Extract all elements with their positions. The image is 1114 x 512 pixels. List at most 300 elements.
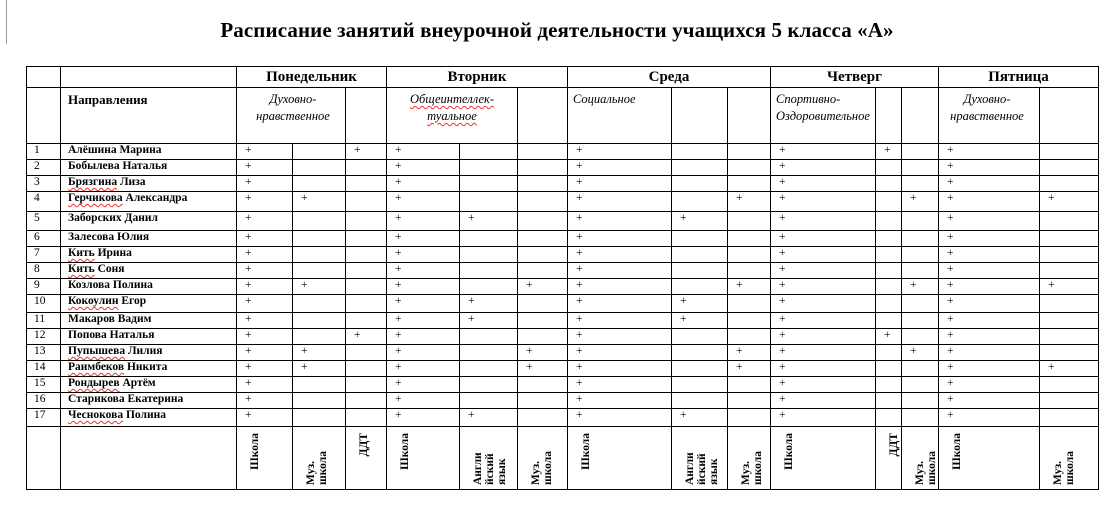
schedule-table <box>26 66 1099 490</box>
attendance-mark: + <box>771 247 876 263</box>
student-row <box>27 212 1099 231</box>
venue-label: Школа <box>580 433 592 470</box>
direction-friday: Духовно-нравственное <box>939 88 1040 144</box>
student-name: Чеснокова Полина <box>61 409 237 427</box>
attendance-mark: + <box>237 361 293 377</box>
attendance-mark: + <box>1040 279 1099 295</box>
student-row <box>27 409 1099 427</box>
attendance-mark <box>460 345 518 361</box>
attendance-mark <box>518 144 568 160</box>
venue-cell <box>728 427 771 490</box>
attendance-mark: + <box>939 393 1040 409</box>
attendance-mark: + <box>728 345 771 361</box>
attendance-mark: + <box>346 329 387 345</box>
attendance-mark <box>902 313 939 329</box>
attendance-mark <box>460 231 518 247</box>
attendance-mark <box>460 192 518 212</box>
student-number: 3 <box>27 176 61 192</box>
venue-cell <box>1040 427 1099 490</box>
direction-spacer <box>902 88 939 144</box>
attendance-mark: + <box>460 313 518 329</box>
attendance-mark: + <box>939 160 1040 176</box>
attendance-mark <box>1040 295 1099 313</box>
attendance-mark: + <box>568 176 672 192</box>
direction-spacer <box>672 88 728 144</box>
student-name: Старикова Екатерина <box>61 393 237 409</box>
attendance-mark <box>1040 212 1099 231</box>
attendance-mark <box>1040 393 1099 409</box>
attendance-mark <box>1040 313 1099 329</box>
corner-cell <box>27 67 61 88</box>
attendance-mark <box>293 313 346 329</box>
student-number: 16 <box>27 393 61 409</box>
page-title: Расписание занятий внеурочной деятельности учащихся 5 класса «А» <box>220 18 894 42</box>
venue-label: Муз. школа <box>1052 451 1076 485</box>
attendance-mark: + <box>939 231 1040 247</box>
attendance-mark: + <box>939 409 1040 427</box>
attendance-mark <box>1040 176 1099 192</box>
attendance-mark: + <box>460 212 518 231</box>
direction-spacer <box>518 88 568 144</box>
attendance-mark <box>672 361 728 377</box>
attendance-mark <box>293 263 346 279</box>
directions-row <box>27 88 1099 144</box>
attendance-mark <box>876 313 902 329</box>
attendance-mark: + <box>387 329 460 345</box>
attendance-mark: + <box>387 192 460 212</box>
attendance-mark: + <box>876 329 902 345</box>
attendance-mark <box>346 393 387 409</box>
attendance-mark <box>346 160 387 176</box>
attendance-mark: + <box>939 279 1040 295</box>
day-friday: Пятница <box>939 67 1099 88</box>
attendance-mark: + <box>568 263 672 279</box>
attendance-mark: + <box>237 377 293 393</box>
direction-thursday: Спортивно-Оздоровительное <box>771 88 876 144</box>
attendance-mark: + <box>728 361 771 377</box>
attendance-mark <box>1040 409 1099 427</box>
student-name: Кить Соня <box>61 263 237 279</box>
attendance-mark <box>672 176 728 192</box>
attendance-mark <box>876 393 902 409</box>
attendance-mark <box>672 192 728 212</box>
attendance-mark <box>518 176 568 192</box>
attendance-mark <box>518 409 568 427</box>
student-number: 11 <box>27 313 61 329</box>
attendance-mark <box>346 212 387 231</box>
attendance-mark <box>346 313 387 329</box>
attendance-mark <box>293 144 346 160</box>
attendance-mark: + <box>237 279 293 295</box>
attendance-mark <box>902 263 939 279</box>
attendance-mark: + <box>568 329 672 345</box>
attendance-mark: + <box>387 377 460 393</box>
student-name: Рондырев Артём <box>61 377 237 393</box>
attendance-mark: + <box>293 361 346 377</box>
venue-label: Школа <box>951 433 963 470</box>
attendance-mark <box>902 144 939 160</box>
attendance-mark: + <box>939 313 1040 329</box>
attendance-mark <box>902 409 939 427</box>
venue-label: Муз. школа <box>740 451 764 485</box>
attendance-mark <box>293 329 346 345</box>
corner-cell <box>27 88 61 144</box>
attendance-mark: + <box>387 212 460 231</box>
venue-label: ДДТ <box>888 433 900 457</box>
attendance-mark <box>902 329 939 345</box>
attendance-mark: + <box>293 279 346 295</box>
attendance-mark: + <box>237 295 293 313</box>
directions-header: Направления <box>61 88 237 144</box>
student-name: Заборских Данил <box>61 212 237 231</box>
venue-label: Школа <box>249 433 261 470</box>
venue-label: Муз. школа <box>530 451 554 485</box>
attendance-mark <box>518 192 568 212</box>
attendance-mark: + <box>237 345 293 361</box>
attendance-mark <box>293 176 346 192</box>
attendance-mark: + <box>771 160 876 176</box>
venue-cell <box>387 427 460 490</box>
attendance-mark: + <box>771 263 876 279</box>
day-monday: Понедельник <box>237 67 387 88</box>
attendance-mark <box>346 247 387 263</box>
direction-spacer <box>728 88 771 144</box>
attendance-mark: + <box>568 192 672 212</box>
student-number: 6 <box>27 231 61 247</box>
attendance-mark <box>346 377 387 393</box>
venue-label: Англи йский язык <box>472 452 508 485</box>
attendance-mark: + <box>939 377 1040 393</box>
attendance-mark: + <box>237 231 293 247</box>
attendance-mark: + <box>460 409 518 427</box>
attendance-mark <box>876 160 902 176</box>
attendance-mark <box>672 231 728 247</box>
student-name: Пупышева Лилия <box>61 345 237 361</box>
attendance-mark <box>518 247 568 263</box>
attendance-mark <box>672 144 728 160</box>
attendance-mark: + <box>387 144 460 160</box>
venue-cell <box>672 427 728 490</box>
attendance-mark: + <box>1040 361 1099 377</box>
attendance-mark <box>728 160 771 176</box>
attendance-mark <box>518 313 568 329</box>
attendance-mark: + <box>387 313 460 329</box>
attendance-mark <box>728 409 771 427</box>
attendance-mark: + <box>237 160 293 176</box>
attendance-mark <box>293 377 346 393</box>
attendance-mark: + <box>728 192 771 212</box>
attendance-mark: + <box>939 176 1040 192</box>
attendance-mark <box>876 263 902 279</box>
student-number: 17 <box>27 409 61 427</box>
student-row <box>27 231 1099 247</box>
venue-cell <box>518 427 568 490</box>
venue-cell <box>568 427 672 490</box>
student-row <box>27 313 1099 329</box>
student-name: Попова Наталья <box>61 329 237 345</box>
attendance-mark: + <box>568 393 672 409</box>
attendance-mark: + <box>237 176 293 192</box>
attendance-mark: + <box>237 393 293 409</box>
attendance-mark <box>672 329 728 345</box>
venue-label: ДДТ <box>358 433 370 457</box>
attendance-mark <box>672 393 728 409</box>
student-row <box>27 144 1099 160</box>
attendance-mark: + <box>939 263 1040 279</box>
attendance-mark: + <box>939 345 1040 361</box>
attendance-mark <box>672 160 728 176</box>
attendance-mark <box>876 279 902 295</box>
attendance-mark <box>1040 247 1099 263</box>
attendance-mark <box>1040 144 1099 160</box>
attendance-mark: + <box>518 279 568 295</box>
student-number: 15 <box>27 377 61 393</box>
attendance-mark <box>728 247 771 263</box>
attendance-mark: + <box>387 279 460 295</box>
day-wednesday: Среда <box>568 67 771 88</box>
student-number: 14 <box>27 361 61 377</box>
days-row <box>27 67 1099 88</box>
attendance-mark: + <box>771 377 876 393</box>
attendance-mark: + <box>771 393 876 409</box>
student-name: Бобылева Наталья <box>61 160 237 176</box>
student-name: Макаров Вадим <box>61 313 237 329</box>
attendance-mark: + <box>387 176 460 192</box>
attendance-mark <box>460 329 518 345</box>
attendance-mark: + <box>460 295 518 313</box>
student-number: 12 <box>27 329 61 345</box>
student-row <box>27 176 1099 192</box>
attendance-mark <box>902 377 939 393</box>
attendance-mark: + <box>568 212 672 231</box>
student-row <box>27 279 1099 295</box>
attendance-mark <box>728 144 771 160</box>
attendance-mark <box>518 393 568 409</box>
venue-cell <box>293 427 346 490</box>
attendance-mark <box>460 247 518 263</box>
student-row <box>27 247 1099 263</box>
attendance-mark <box>460 160 518 176</box>
student-row <box>27 263 1099 279</box>
student-name: Алёшина Марина <box>61 144 237 160</box>
attendance-mark <box>672 377 728 393</box>
attendance-mark: + <box>939 212 1040 231</box>
attendance-mark <box>1040 329 1099 345</box>
attendance-mark: + <box>387 393 460 409</box>
attendance-mark <box>518 329 568 345</box>
attendance-mark: + <box>568 160 672 176</box>
attendance-mark <box>902 212 939 231</box>
attendance-mark <box>293 212 346 231</box>
empty-cell <box>27 427 61 490</box>
attendance-mark: + <box>771 345 876 361</box>
attendance-mark <box>728 263 771 279</box>
venue-cell <box>346 427 387 490</box>
attendance-mark <box>460 176 518 192</box>
empty-cell <box>61 427 237 490</box>
attendance-mark <box>876 361 902 377</box>
attendance-mark: + <box>771 295 876 313</box>
attendance-mark <box>518 377 568 393</box>
attendance-mark: + <box>771 144 876 160</box>
attendance-mark: + <box>568 279 672 295</box>
attendance-mark <box>902 295 939 313</box>
student-number: 8 <box>27 263 61 279</box>
attendance-mark <box>460 361 518 377</box>
attendance-mark <box>293 393 346 409</box>
attendance-mark <box>876 409 902 427</box>
venue-label: Школа <box>399 433 411 470</box>
attendance-mark: + <box>237 409 293 427</box>
student-name: Козлова Полина <box>61 279 237 295</box>
attendance-mark <box>1040 231 1099 247</box>
attendance-mark: + <box>346 144 387 160</box>
attendance-mark: + <box>387 361 460 377</box>
direction-spacer <box>876 88 902 144</box>
attendance-mark: + <box>902 192 939 212</box>
attendance-mark <box>876 231 902 247</box>
student-row <box>27 329 1099 345</box>
attendance-mark <box>1040 263 1099 279</box>
attendance-mark <box>728 176 771 192</box>
attendance-mark: + <box>237 263 293 279</box>
venue-cell <box>237 427 293 490</box>
direction-tuesday: Общеинтеллек-туальное <box>409 92 495 123</box>
attendance-mark <box>728 313 771 329</box>
attendance-mark: + <box>939 192 1040 212</box>
attendance-mark <box>672 247 728 263</box>
attendance-mark: + <box>771 231 876 247</box>
student-number: 10 <box>27 295 61 313</box>
attendance-mark <box>518 263 568 279</box>
student-number: 13 <box>27 345 61 361</box>
attendance-mark: + <box>387 409 460 427</box>
attendance-mark <box>728 231 771 247</box>
attendance-mark: + <box>568 361 672 377</box>
venue-label: Муз. школа <box>305 451 329 485</box>
day-thursday: Четверг <box>771 67 939 88</box>
student-row <box>27 345 1099 361</box>
attendance-mark: + <box>237 192 293 212</box>
attendance-mark <box>346 231 387 247</box>
attendance-mark: + <box>672 295 728 313</box>
attendance-mark <box>876 345 902 361</box>
attendance-mark: + <box>387 231 460 247</box>
attendance-mark: + <box>568 231 672 247</box>
attendance-mark: + <box>939 329 1040 345</box>
venues-row <box>27 427 1099 490</box>
attendance-mark: + <box>568 247 672 263</box>
attendance-mark <box>518 160 568 176</box>
attendance-mark: + <box>672 212 728 231</box>
attendance-mark: + <box>387 247 460 263</box>
student-row <box>27 160 1099 176</box>
attendance-mark: + <box>568 409 672 427</box>
attendance-mark <box>460 393 518 409</box>
attendance-mark: + <box>387 263 460 279</box>
corner-cell <box>61 67 237 88</box>
attendance-mark: + <box>771 212 876 231</box>
attendance-mark <box>728 329 771 345</box>
attendance-mark <box>902 393 939 409</box>
attendance-mark <box>346 361 387 377</box>
student-number: 2 <box>27 160 61 176</box>
student-number: 4 <box>27 192 61 212</box>
attendance-mark: + <box>902 279 939 295</box>
direction-spacer <box>1040 88 1099 144</box>
attendance-mark: + <box>939 295 1040 313</box>
attendance-mark <box>902 231 939 247</box>
venue-cell <box>771 427 876 490</box>
venue-label: Муз. школа <box>914 451 938 485</box>
attendance-mark <box>902 361 939 377</box>
attendance-mark <box>1040 160 1099 176</box>
attendance-mark <box>460 279 518 295</box>
attendance-mark <box>902 176 939 192</box>
attendance-mark: + <box>568 345 672 361</box>
attendance-mark: + <box>237 313 293 329</box>
attendance-mark <box>460 144 518 160</box>
student-number: 5 <box>27 212 61 231</box>
attendance-mark <box>293 247 346 263</box>
attendance-mark <box>728 212 771 231</box>
attendance-mark: + <box>771 176 876 192</box>
attendance-mark: + <box>237 329 293 345</box>
attendance-mark <box>728 295 771 313</box>
attendance-mark <box>902 160 939 176</box>
attendance-mark <box>346 263 387 279</box>
attendance-mark: + <box>771 192 876 212</box>
day-tuesday: Вторник <box>387 67 568 88</box>
student-name: Залесова Юлия <box>61 231 237 247</box>
attendance-mark <box>346 192 387 212</box>
attendance-mark: + <box>387 345 460 361</box>
attendance-mark <box>518 231 568 247</box>
student-number: 9 <box>27 279 61 295</box>
attendance-mark: + <box>771 329 876 345</box>
attendance-mark: + <box>902 345 939 361</box>
student-name: Раимбеков Никита <box>61 361 237 377</box>
direction-tuesday-cell <box>387 88 518 144</box>
student-number: 7 <box>27 247 61 263</box>
attendance-mark <box>518 212 568 231</box>
direction-spacer <box>346 88 387 144</box>
attendance-mark <box>876 176 902 192</box>
attendance-mark: + <box>293 192 346 212</box>
attendance-mark <box>460 263 518 279</box>
attendance-mark: + <box>387 295 460 313</box>
attendance-mark <box>293 231 346 247</box>
attendance-mark <box>876 247 902 263</box>
attendance-mark: + <box>387 160 460 176</box>
attendance-mark <box>460 377 518 393</box>
attendance-mark <box>728 393 771 409</box>
venue-cell <box>460 427 518 490</box>
student-row <box>27 295 1099 313</box>
attendance-mark: + <box>518 361 568 377</box>
attendance-mark: + <box>237 144 293 160</box>
student-number: 1 <box>27 144 61 160</box>
attendance-mark: + <box>939 361 1040 377</box>
attendance-mark: + <box>771 313 876 329</box>
attendance-mark <box>346 295 387 313</box>
attendance-mark <box>672 279 728 295</box>
attendance-mark: + <box>876 144 902 160</box>
attendance-mark: + <box>518 345 568 361</box>
attendance-mark <box>728 377 771 393</box>
attendance-mark: + <box>568 144 672 160</box>
venue-cell <box>939 427 1040 490</box>
